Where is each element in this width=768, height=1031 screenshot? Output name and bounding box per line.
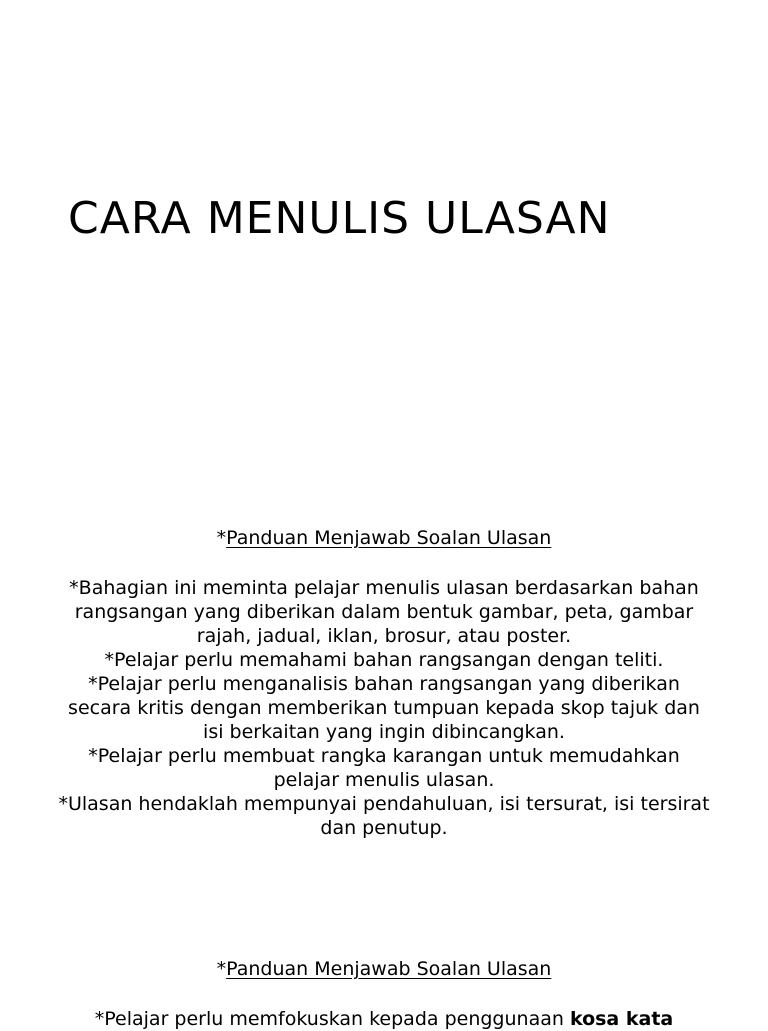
bold-term: kosa kata bbox=[569, 1008, 674, 1030]
page-title: CARA MENULIS ULASAN bbox=[68, 193, 611, 245]
paragraph-line: pelajar menulis ulasan. bbox=[273, 769, 495, 791]
heading-text: Panduan Menjawab Soalan Ulasan bbox=[226, 958, 552, 980]
paragraph-line: *Pelajar perlu menganalisis bahan rangsangan yang diberikan bbox=[88, 673, 680, 695]
paragraph-line: rangsangan yang diberikan dalam bentuk gambar, peta, gambar bbox=[74, 601, 694, 623]
paragraph-line: isi berkaitan yang ingin dibincangkan. bbox=[203, 721, 565, 743]
heading-text: Panduan Menjawab Soalan Ulasan bbox=[226, 527, 552, 549]
line-text: *Pelajar perlu memfokuskan kepada penggunaan bbox=[94, 1008, 570, 1030]
paragraph-line: rajah, jadual, iklan, brosur, atau poster. bbox=[196, 625, 572, 647]
guide-section-1 bbox=[0, 526, 768, 840]
section-heading bbox=[0, 957, 768, 981]
paragraph-line: *Bahagian ini meminta pelajar menulis ulasan berdasarkan bahan bbox=[69, 577, 699, 599]
heading-asterisk: * bbox=[216, 958, 227, 980]
paragraph-line bbox=[0, 1007, 768, 1031]
heading-asterisk: * bbox=[216, 527, 227, 549]
paragraph-line: *Ulasan hendaklah mempunyai pendahuluan, isi tersurat, isi tersirat bbox=[58, 793, 710, 815]
paragraph-line: secara kritis dengan memberikan tumpuan kepada skop tajuk dan bbox=[68, 697, 700, 719]
paragraph-line: dan penutup. bbox=[320, 817, 448, 839]
paragraph-line: *Pelajar perlu memahami bahan rangsangan dengan teliti. bbox=[104, 649, 664, 671]
guide-section-2 bbox=[0, 957, 768, 1031]
section-heading bbox=[0, 526, 768, 550]
paragraph-line: *Pelajar perlu membuat rangka karangan untuk memudahkan bbox=[88, 745, 680, 767]
